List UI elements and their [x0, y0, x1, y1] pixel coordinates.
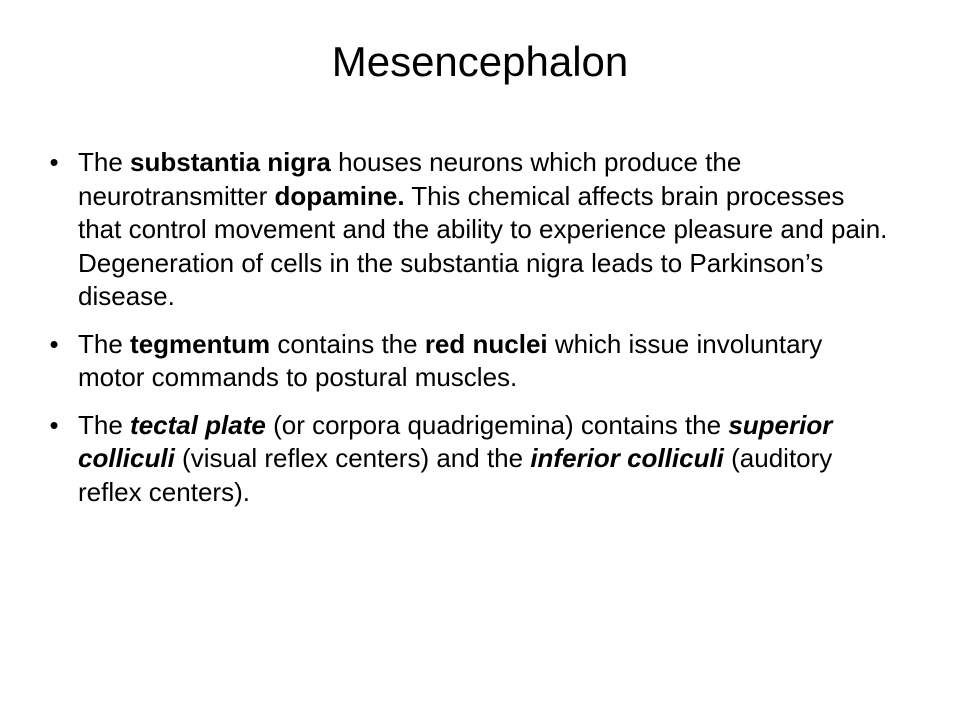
bullet-item	[44, 146, 894, 314]
text-run: (visual reflex centers) and the	[174, 443, 531, 473]
text-run: The	[78, 328, 131, 359]
term-substantia-nigra: substantia nigra	[130, 147, 331, 177]
text-run: (auditory reflex centers).	[78, 443, 833, 507]
bullet-text	[78, 329, 822, 393]
term-tegmentum: tegmentum	[130, 328, 271, 359]
term-red-nuclei: red nuclei	[424, 328, 548, 359]
bullet-text	[78, 410, 832, 507]
text-run: which issue involuntary motor commands to postural muscles.	[78, 328, 823, 392]
term-tectal-plate: tectal plate	[130, 409, 266, 440]
bullet-icon: •	[49, 328, 59, 359]
text-run: houses neurons which produce the neurotransmitter	[78, 147, 742, 211]
term-dopamine: dopamine.	[274, 180, 405, 211]
bullet-icon: •	[49, 147, 59, 177]
term-inferior-colliculi: inferior colliculi	[530, 443, 724, 473]
text-run: contains the	[270, 328, 425, 359]
term-superior-colliculi: superior colliculi	[78, 409, 833, 473]
bullet-text	[78, 147, 887, 311]
slide-title: Mesencephalon	[331, 38, 629, 85]
bullet-item	[44, 328, 894, 395]
bullet-list	[44, 146, 894, 523]
text-run: The	[78, 147, 131, 177]
bullet-icon: •	[49, 409, 59, 440]
text-run: This chemical affects brain processes that control movement and the ability to experience pleasure and pain. Degeneration of cells in the substantia nigra leads to Parkinson’s disease.	[78, 180, 888, 311]
text-run: (or corpora quadrigemina) contains the	[265, 409, 729, 440]
bullet-item	[44, 409, 894, 510]
text-run: The	[78, 409, 131, 440]
